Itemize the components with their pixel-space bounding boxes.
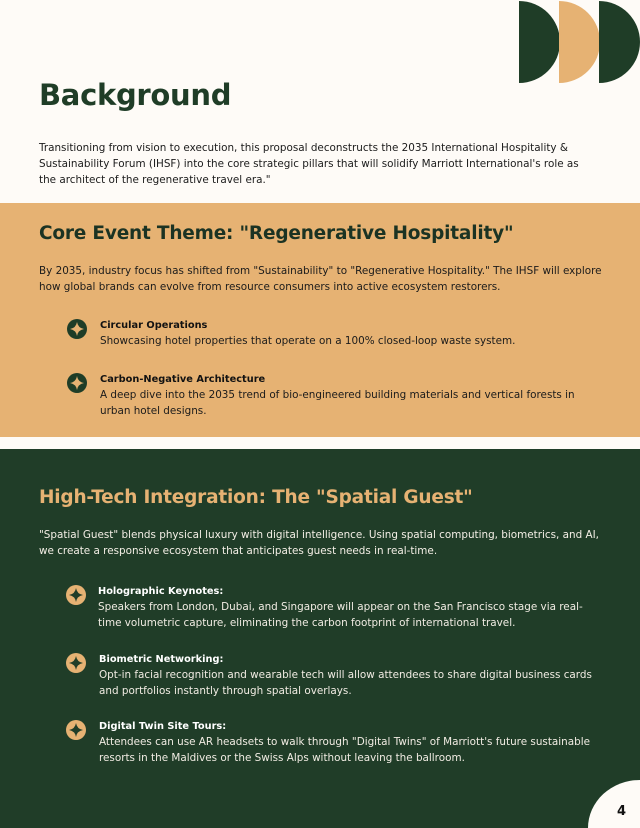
four-point-star-icon [67, 319, 87, 339]
decorative-half-circles [519, 1, 640, 83]
high-tech-description: "Spatial Guest" blends physical luxury with digital intelligence. Using spatial computing, biometrics, and AI, we create a responsive ecosystem that anticipates guest needs in real-time. [39, 529, 599, 557]
four-point-star-icon [66, 653, 86, 673]
feature-heading: Biometric Networking: [99, 654, 224, 665]
feature-body: Speakers from London, Dubai, and Singapore will appear on the San Francisco stage via real-time volumetric capture, eliminating the carbon footprint of international travel. [98, 601, 583, 629]
half-circle-green-decoration [599, 1, 640, 83]
page-title: Background [39, 78, 232, 112]
intro-paragraph: Transitioning from vision to execution, this proposal deconstructs the 2035 International Hospitality & Sustainability Forum (IHSF) into the core strategic pillars that will solidify Marriott International's role as the architect of the regenerative travel era." [39, 142, 579, 186]
four-point-star-icon [66, 585, 86, 605]
high-tech-section [0, 449, 640, 828]
half-circle-tan-decoration [559, 1, 600, 83]
core-theme-section [0, 203, 640, 437]
core-theme-description: By 2035, industry focus has shifted from "Sustainability" to "Regenerative Hospitality." The IHSF will explore how global brands can evolve from resource consumers into active ecosystem restorers. [39, 265, 602, 293]
feature-heading: Holographic Keynotes: [98, 586, 224, 597]
feature-body: Opt-in facial recognition and wearable tech will allow attendees to share digital business cards and portfolios instantly through spatial overlays. [99, 669, 592, 697]
feature-heading: Circular Operations [100, 320, 208, 331]
page-number: 4 [616, 804, 626, 819]
four-point-star-icon [66, 720, 86, 740]
half-circle-green-decoration [519, 1, 560, 83]
feature-body: Attendees can use AR headsets to walk through "Digital Twins" of Marriott's future sustainable resorts in the Maldives or the Swiss Alps without leaving the ballroom. [99, 736, 590, 764]
four-point-star-icon [67, 373, 87, 393]
feature-body: A deep dive into the 2035 trend of bio-engineered building materials and vertical forests in urban hotel designs. [100, 389, 575, 417]
feature-heading: Carbon-Negative Architecture [100, 374, 266, 385]
high-tech-title: High-Tech Integration: The "Spatial Guest" [39, 487, 473, 508]
feature-body: Showcasing hotel properties that operate on a 100% closed-loop waste system. [100, 335, 516, 347]
feature-heading: Digital Twin Site Tours: [99, 721, 227, 732]
core-theme-title: Core Event Theme: "Regenerative Hospitality" [39, 223, 514, 244]
